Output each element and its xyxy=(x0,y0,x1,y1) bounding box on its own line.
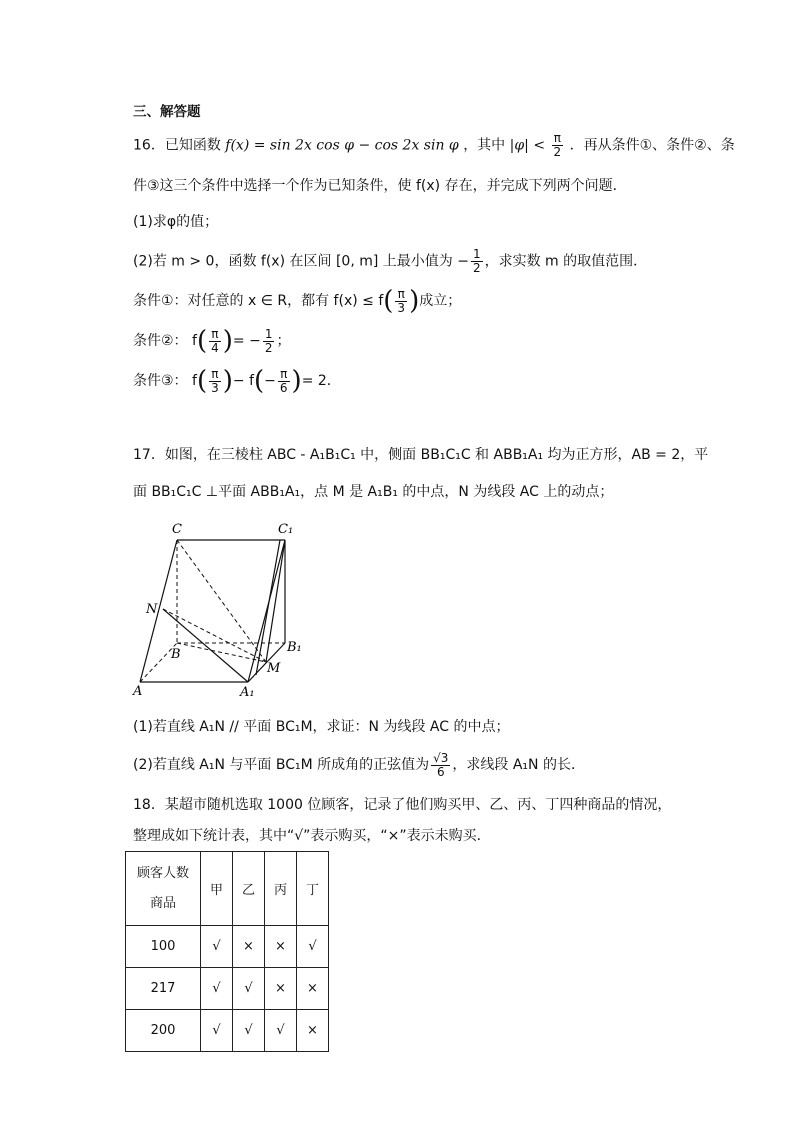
mark-cell: √ xyxy=(297,926,329,968)
segment-CM-hidden xyxy=(177,540,266,662)
frac-num: π xyxy=(552,132,564,146)
frac-num: π xyxy=(395,288,407,302)
mark-cell: × xyxy=(297,968,329,1010)
q17-line2: 面 BB₁C₁C ⊥平面 ABB₁A₁，点 M 是 A₁B₁ 的中点，N 为线段 AC 上的动点； xyxy=(133,484,614,500)
table-row xyxy=(126,926,329,968)
mark-cell: × xyxy=(265,968,297,1010)
paren: ) xyxy=(409,286,420,316)
paren: ) xyxy=(222,366,233,396)
q16-choose: ．再从条件①、条件②、条 xyxy=(569,137,735,154)
q16-condition1 xyxy=(133,286,461,316)
frac-sqrt3-6 xyxy=(431,752,450,779)
q16-condition3 xyxy=(133,366,341,396)
mark-cell: √ xyxy=(265,1010,297,1052)
paren: ( xyxy=(196,366,208,396)
frac-den: 6 xyxy=(436,764,445,779)
paren: ( xyxy=(196,326,208,356)
paren: ) xyxy=(222,326,233,356)
frac-num: 1 xyxy=(264,326,273,341)
frac-num: 1 xyxy=(472,247,481,261)
label-N: N xyxy=(146,602,158,617)
frac-pi-3 xyxy=(209,368,221,395)
label-A1: A₁ xyxy=(240,685,255,700)
frac-den: 3 xyxy=(211,380,219,395)
frac-den: 2 xyxy=(472,261,481,275)
q17-line1: 17．如图，在三棱柱 ABC - A₁B₁C₁ 中，侧面 BB₁C₁C 和 ABB₁A₁ 均为正方形，AB = 2，平 xyxy=(133,447,709,463)
table-row xyxy=(126,1010,329,1052)
column-header: 甲 xyxy=(201,852,233,926)
column-header: 丁 xyxy=(297,852,329,926)
frac-den: 4 xyxy=(211,340,219,355)
cond1-tail: 成立； xyxy=(419,293,462,309)
frac-num: π xyxy=(278,368,290,382)
q18-line1: 18．某超市随机选取 1000 位顾客，记录了他们购买甲、乙、丙、丁四种商品的情况， xyxy=(133,797,672,813)
count-cell: 217 xyxy=(126,968,201,1010)
table-header-row xyxy=(126,852,329,926)
q16-line1 xyxy=(133,132,735,159)
q16-part2 xyxy=(133,248,647,275)
mark-cell: √ xyxy=(233,968,265,1010)
table-row xyxy=(126,968,329,1010)
frac-den: 2 xyxy=(553,145,562,159)
q16-phi-cond: |φ| < xyxy=(509,137,546,154)
paren: ( xyxy=(383,286,394,316)
count-cell: 100 xyxy=(126,926,201,968)
q17-part2-tail: ，求线段 A₁N 的长． xyxy=(452,757,585,773)
q16-function: f(x) = sin 2x cos φ − cos 2x sin φ xyxy=(225,137,459,154)
frac-den: 6 xyxy=(279,380,288,395)
label-M: M xyxy=(267,661,281,676)
minus-sign: − xyxy=(264,373,276,389)
frac-pi-3 xyxy=(395,288,407,315)
paren: ) xyxy=(291,366,302,396)
label-C: C xyxy=(172,522,182,537)
paren: ( xyxy=(254,366,265,396)
q16-where: ，其中 xyxy=(463,137,506,154)
label-C1: C₁ xyxy=(278,522,294,537)
cond2-text: 条件②： f xyxy=(133,333,197,349)
q16-line2: 件③这三个条件中选择一个作为已知条件，使 f(x) 存在，并完成下列两个问题． xyxy=(133,178,627,194)
frac-half xyxy=(263,328,275,355)
q16-part2-text: (2)若 m > 0，函数 f(x) 在区间 [0, m] 上最小值为 − xyxy=(133,253,469,270)
header-bottom: 商品 xyxy=(149,895,176,911)
q16-half xyxy=(471,248,483,275)
section-title: 三、解答题 xyxy=(133,104,201,120)
q16-intro: 16．已知函数 xyxy=(133,137,221,154)
cond3-minus: − f xyxy=(232,373,254,389)
column-header: 乙 xyxy=(233,852,265,926)
mark-cell: √ xyxy=(201,968,233,1010)
purchase-table xyxy=(125,851,329,1052)
frac-pi-4 xyxy=(209,328,221,355)
q16-pi-over-2 xyxy=(552,132,564,159)
frac-num: π xyxy=(209,368,221,382)
q17-part2 xyxy=(133,750,585,780)
frac-den: 2 xyxy=(264,340,273,355)
q17-part2-text: (2)若直线 A₁N 与平面 BC₁M 所成角的正弦值为 xyxy=(133,757,430,773)
mark-cell: × xyxy=(297,1010,329,1052)
mark-cell: √ xyxy=(201,1010,233,1052)
column-header: 丙 xyxy=(265,852,297,926)
mark-cell: × xyxy=(265,926,297,968)
frac-num: √3 xyxy=(433,750,449,765)
cond3-tail: = 2． xyxy=(301,373,341,389)
frac-pi-6 xyxy=(278,368,290,395)
prism-diagram xyxy=(130,515,310,700)
header-top: 顾客人数 xyxy=(136,865,189,881)
label-B: B xyxy=(171,647,181,662)
cond1-text: 条件①：对任意的 x ∈ R，都有 f(x) ≤ f xyxy=(133,293,384,309)
q16-part2-tail: ，求实数 m 的取值范围． xyxy=(484,253,648,270)
frac-den: 3 xyxy=(397,300,406,315)
q16-condition2 xyxy=(133,326,290,356)
segment-inner xyxy=(256,540,280,675)
count-cell: 200 xyxy=(126,1010,201,1052)
cond2-tail: ； xyxy=(276,333,291,349)
label-B1: B₁ xyxy=(287,640,302,655)
q16-part1: (1)求φ的值； xyxy=(133,214,219,230)
cond2-eq: = − xyxy=(232,333,261,349)
q17-part1: (1)若直线 A₁N // 平面 BC₁M，求证：N 为线段 AC 的中点； xyxy=(133,719,510,735)
header-diagonal-cell xyxy=(126,852,201,926)
q18-line2: 整理成如下统计表，其中“√”表示购买，“×”表示未购买． xyxy=(133,828,491,844)
mark-cell: √ xyxy=(233,1010,265,1052)
mark-cell: × xyxy=(233,926,265,968)
mark-cell: √ xyxy=(201,926,233,968)
label-A: A xyxy=(133,684,143,699)
cond3-text: 条件③： f xyxy=(133,373,197,389)
frac-num: π xyxy=(209,328,221,342)
